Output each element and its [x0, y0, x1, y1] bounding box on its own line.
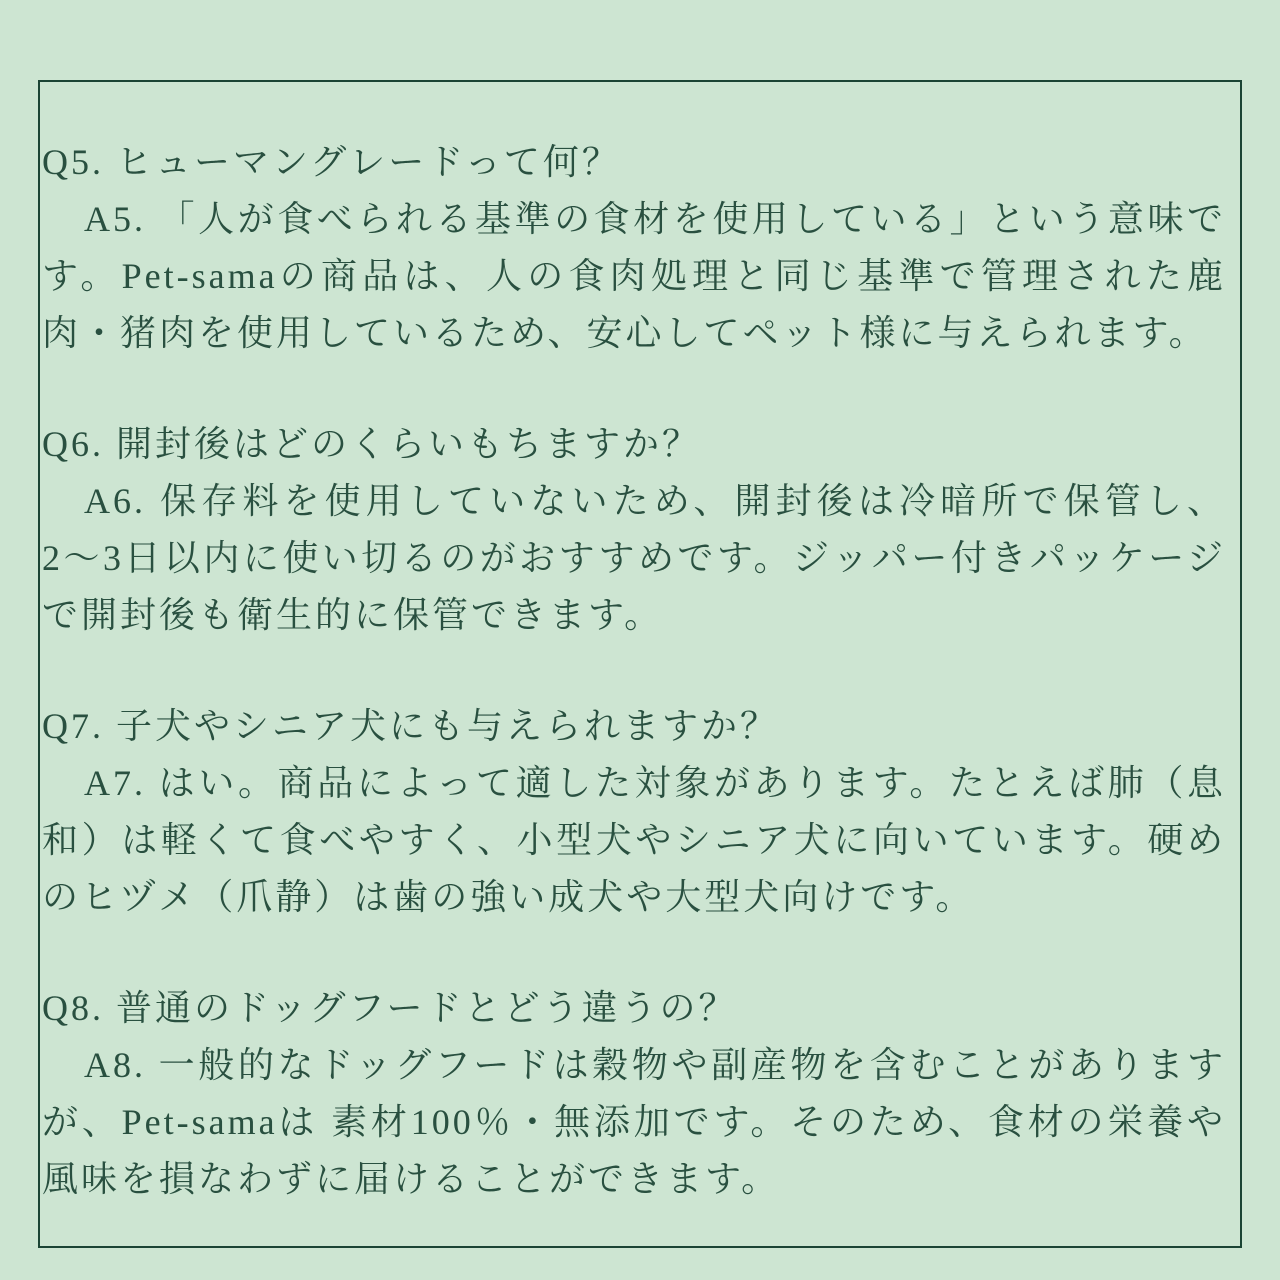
faq-answer-a5: A5. 「人が食べられる基準の食材を使用している」という意味です。Pet-samaの商品は、人の食肉処理と同じ基準で管理された鹿肉・猪肉を使用しているため、安心してペット様に与えられます。 — [42, 199, 1226, 353]
faq-answer-a7: A7. はい。商品によって適した対象があります。たとえば肺（息和）は軽くて食べやすく、小型犬やシニア犬に向いています。硬めのヒヅメ（爪静）は歯の強い成犬や大型犬向けです。 — [42, 763, 1226, 917]
faq-question-q8: Q8. 普通のドッグフードとどう違うの？ — [42, 988, 738, 1028]
faq-card — [38, 80, 1242, 1248]
faq-question-q7: Q7. 子犬やシニア犬にも与えられますか？ — [42, 706, 779, 746]
faq-item-q5 — [42, 134, 1226, 362]
faq-question-q5: Q5. ヒューマングレードって何？ — [42, 142, 621, 182]
faq-answer-a6: A6. 保存料を使用していないため、開封後は冷暗所で保管し、2〜3日以内に使い切るのがおすすめです。ジッパー付きパッケージで開封後も衛生的に保管できます。 — [42, 481, 1226, 635]
faq-item-q7 — [42, 698, 1226, 926]
faq-answer-a8: A8. 一般的なドッグフードは穀物や副産物を含むことがありますが、Pet-samaは 素材100％・無添加です。そのため、食材の栄養や風味を損なわずに届けることができます。 — [42, 1045, 1226, 1199]
faq-question-q6: Q6. 開封後はどのくらいもちますか？ — [42, 424, 701, 464]
faq-item-q6 — [42, 416, 1226, 644]
faq-item-q8 — [42, 980, 1226, 1208]
